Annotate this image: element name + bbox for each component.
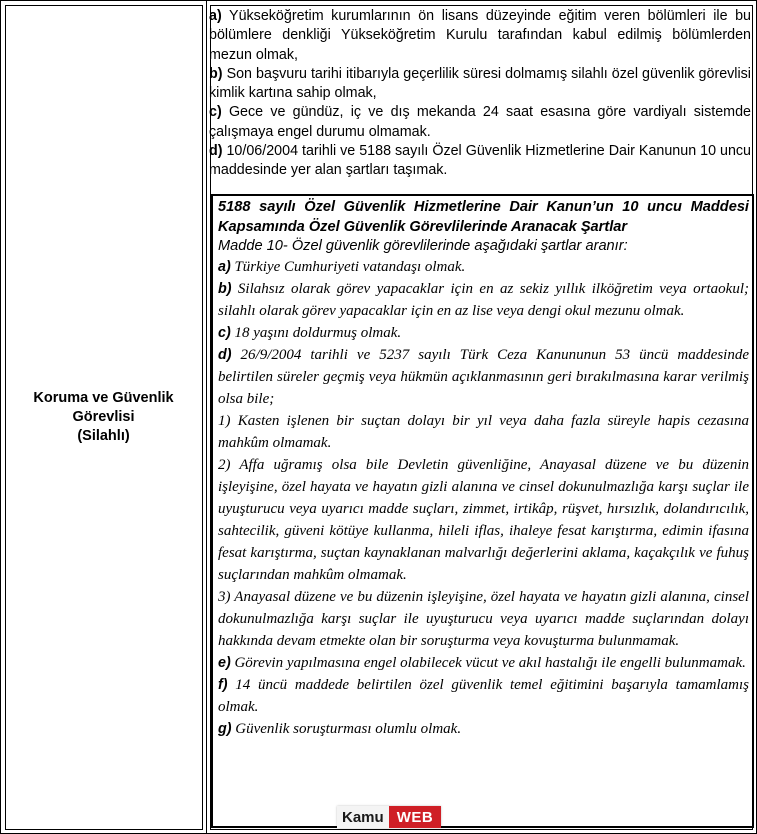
condition-text: Yükseköğretim kurumlarının ön lisans düzeyinde eğitim veren bölümleri ile bu bölümlere denkliği Yükseköğretim Kurulu tarafından kabul edilmiş bölümlerden mezun olmak,: [209, 8, 751, 63]
law-title: 5188 sayılı Özel Güvenlik Hizmetlerine Dair Kanun’un 10 uncu Maddesi Kapsamında Özel Güvenlik Görevlilerinde Aranacak Şartlar: [218, 199, 749, 235]
law-item: [218, 718, 749, 740]
condition-letter: d): [209, 143, 223, 160]
law-article-text: [218, 198, 749, 740]
law-item-text: 14 üncü maddede belirtilen özel güvenlik temel eğitimini başarıyla tamamlamış olmak.: [218, 677, 750, 715]
condition-letter: c): [209, 104, 222, 121]
position-title: [33, 389, 173, 446]
law-item-text: 2) Affa uğramış olsa bile Devletin güvenliğine, Anayasal düzene ve bu düzenin işleyişine, özel hayata ve hayatın gizli alanına ve cinsel dokunulmazlığa karşı suçlar ile uyuşturucu veya uyarıcı madde suçları, zimmet, irtikâp, rüşvet, hırsızlık, dolandırıcılık, sahtecilik, güveni kötüye kullanma, hileli iflas, ihaleye fesat karıştırma, edimin ifasına fesat karıştırma, suçtan kaynaklanan malvarlığı değerlerini aklama, kaçakçılık ve fuhuş suçlarından mahkûm olmamak.: [218, 457, 749, 583]
law-item-letter: f): [218, 677, 228, 693]
law-item-letter: c): [218, 325, 231, 341]
condition-text: 10/06/2004 tarihli ve 5188 sayılı Özel Güvenlik Hizmetlerine Dair Kanunun 10 uncu maddesinde yer alan şartları taşımak.: [209, 143, 752, 179]
condition-item: [209, 142, 751, 181]
condition-text: Gece ve gündüz, iç ve dış mekanda 24 saat esasına göre vardiyalı sistemde çalışmaya engel durumu olmamak.: [209, 104, 751, 140]
law-item-letter: b): [218, 281, 232, 297]
position-title-line: Koruma ve Güvenlik: [33, 389, 174, 406]
position-title-line: (Silahlı): [77, 427, 130, 444]
law-item-text: 3) Anayasal düzene ve bu düzenin işleyişine, özel hayata ve hayatın gizli alanına, cinsel dokunulmazlığa karşı suçlar ile uyuşturucu veya uyarıcı madde suçlarından dolayı hakkında devam etmekte olan bir soruşturma veya kovuşturma bulunmamak.: [218, 589, 749, 649]
law-subitem: [218, 454, 749, 586]
law-lead: Madde 10- Özel güvenlik görevlilerinde aşağıdaki şartlar aranır:: [218, 238, 628, 254]
law-item: [218, 278, 749, 322]
law-item-letter: e): [218, 655, 231, 671]
condition-letter: a): [209, 8, 222, 24]
law-item-letter: a): [218, 259, 231, 275]
position-cell: [1, 1, 207, 833]
law-item-text: Silahsız olarak görev yapacaklar için en az sekiz yıllık ilköğretim veya ortaokul; silahlı olarak görev yapacaklar için en az lise veya dengi okul mezunu olmak.: [218, 281, 749, 319]
condition-item: [209, 7, 751, 65]
watermark-kamu: Kamu: [337, 806, 389, 828]
law-item-letter: g): [218, 721, 232, 737]
law-item-letter: d): [218, 347, 232, 363]
law-subitem: [218, 586, 749, 652]
requirements-cell: [207, 1, 756, 833]
law-item-text: 18 yaşını doldurmuş olmak.: [234, 325, 402, 341]
law-item: [218, 652, 749, 674]
law-item: [218, 256, 749, 278]
law-item-text: 26/9/2004 tarihli ve 5237 sayılı Türk Ceza Kanununun 53 üncü maddesinde belirtilen süreler geçmiş veya hükmün açıklanmasının geri bırakılmasına karar verilmiş olsa bile;: [218, 347, 750, 407]
law-item-text: Görevin yapılmasına engel olabilecek vücut ve akıl hastalığı ile engelli bulunmamak.: [234, 655, 746, 671]
law-item: [218, 674, 749, 718]
law-item-text: Türkiye Cumhuriyeti vatandaşı olmak.: [234, 259, 466, 275]
law-item: [218, 322, 749, 344]
condition-item: [209, 103, 751, 142]
law-subitem: [218, 410, 749, 454]
condition-text: Son başvuru tarihi itibarıyla geçerlilik süresi dolmamış silahlı özel güvenlik görevlisi kimlik kartına sahip olmak,: [209, 65, 751, 102]
special-conditions: [209, 7, 751, 181]
law-item-text: Güvenlik soruşturması olumlu olmak.: [235, 721, 462, 737]
watermark-web: WEB: [389, 806, 442, 828]
law-item-text: 1) Kasten işlenen bir suçtan dolayı bir yıl veya daha fazla süreyle hapis cezasına mahkûm olmamak.: [218, 413, 749, 451]
condition-item: [209, 65, 751, 104]
law-item: [218, 344, 749, 410]
kamuweb-watermark-logo: [337, 806, 441, 828]
law-article-box: [211, 194, 754, 828]
position-title-line: Görevlisi: [72, 408, 135, 425]
condition-letter: b): [209, 65, 223, 82]
